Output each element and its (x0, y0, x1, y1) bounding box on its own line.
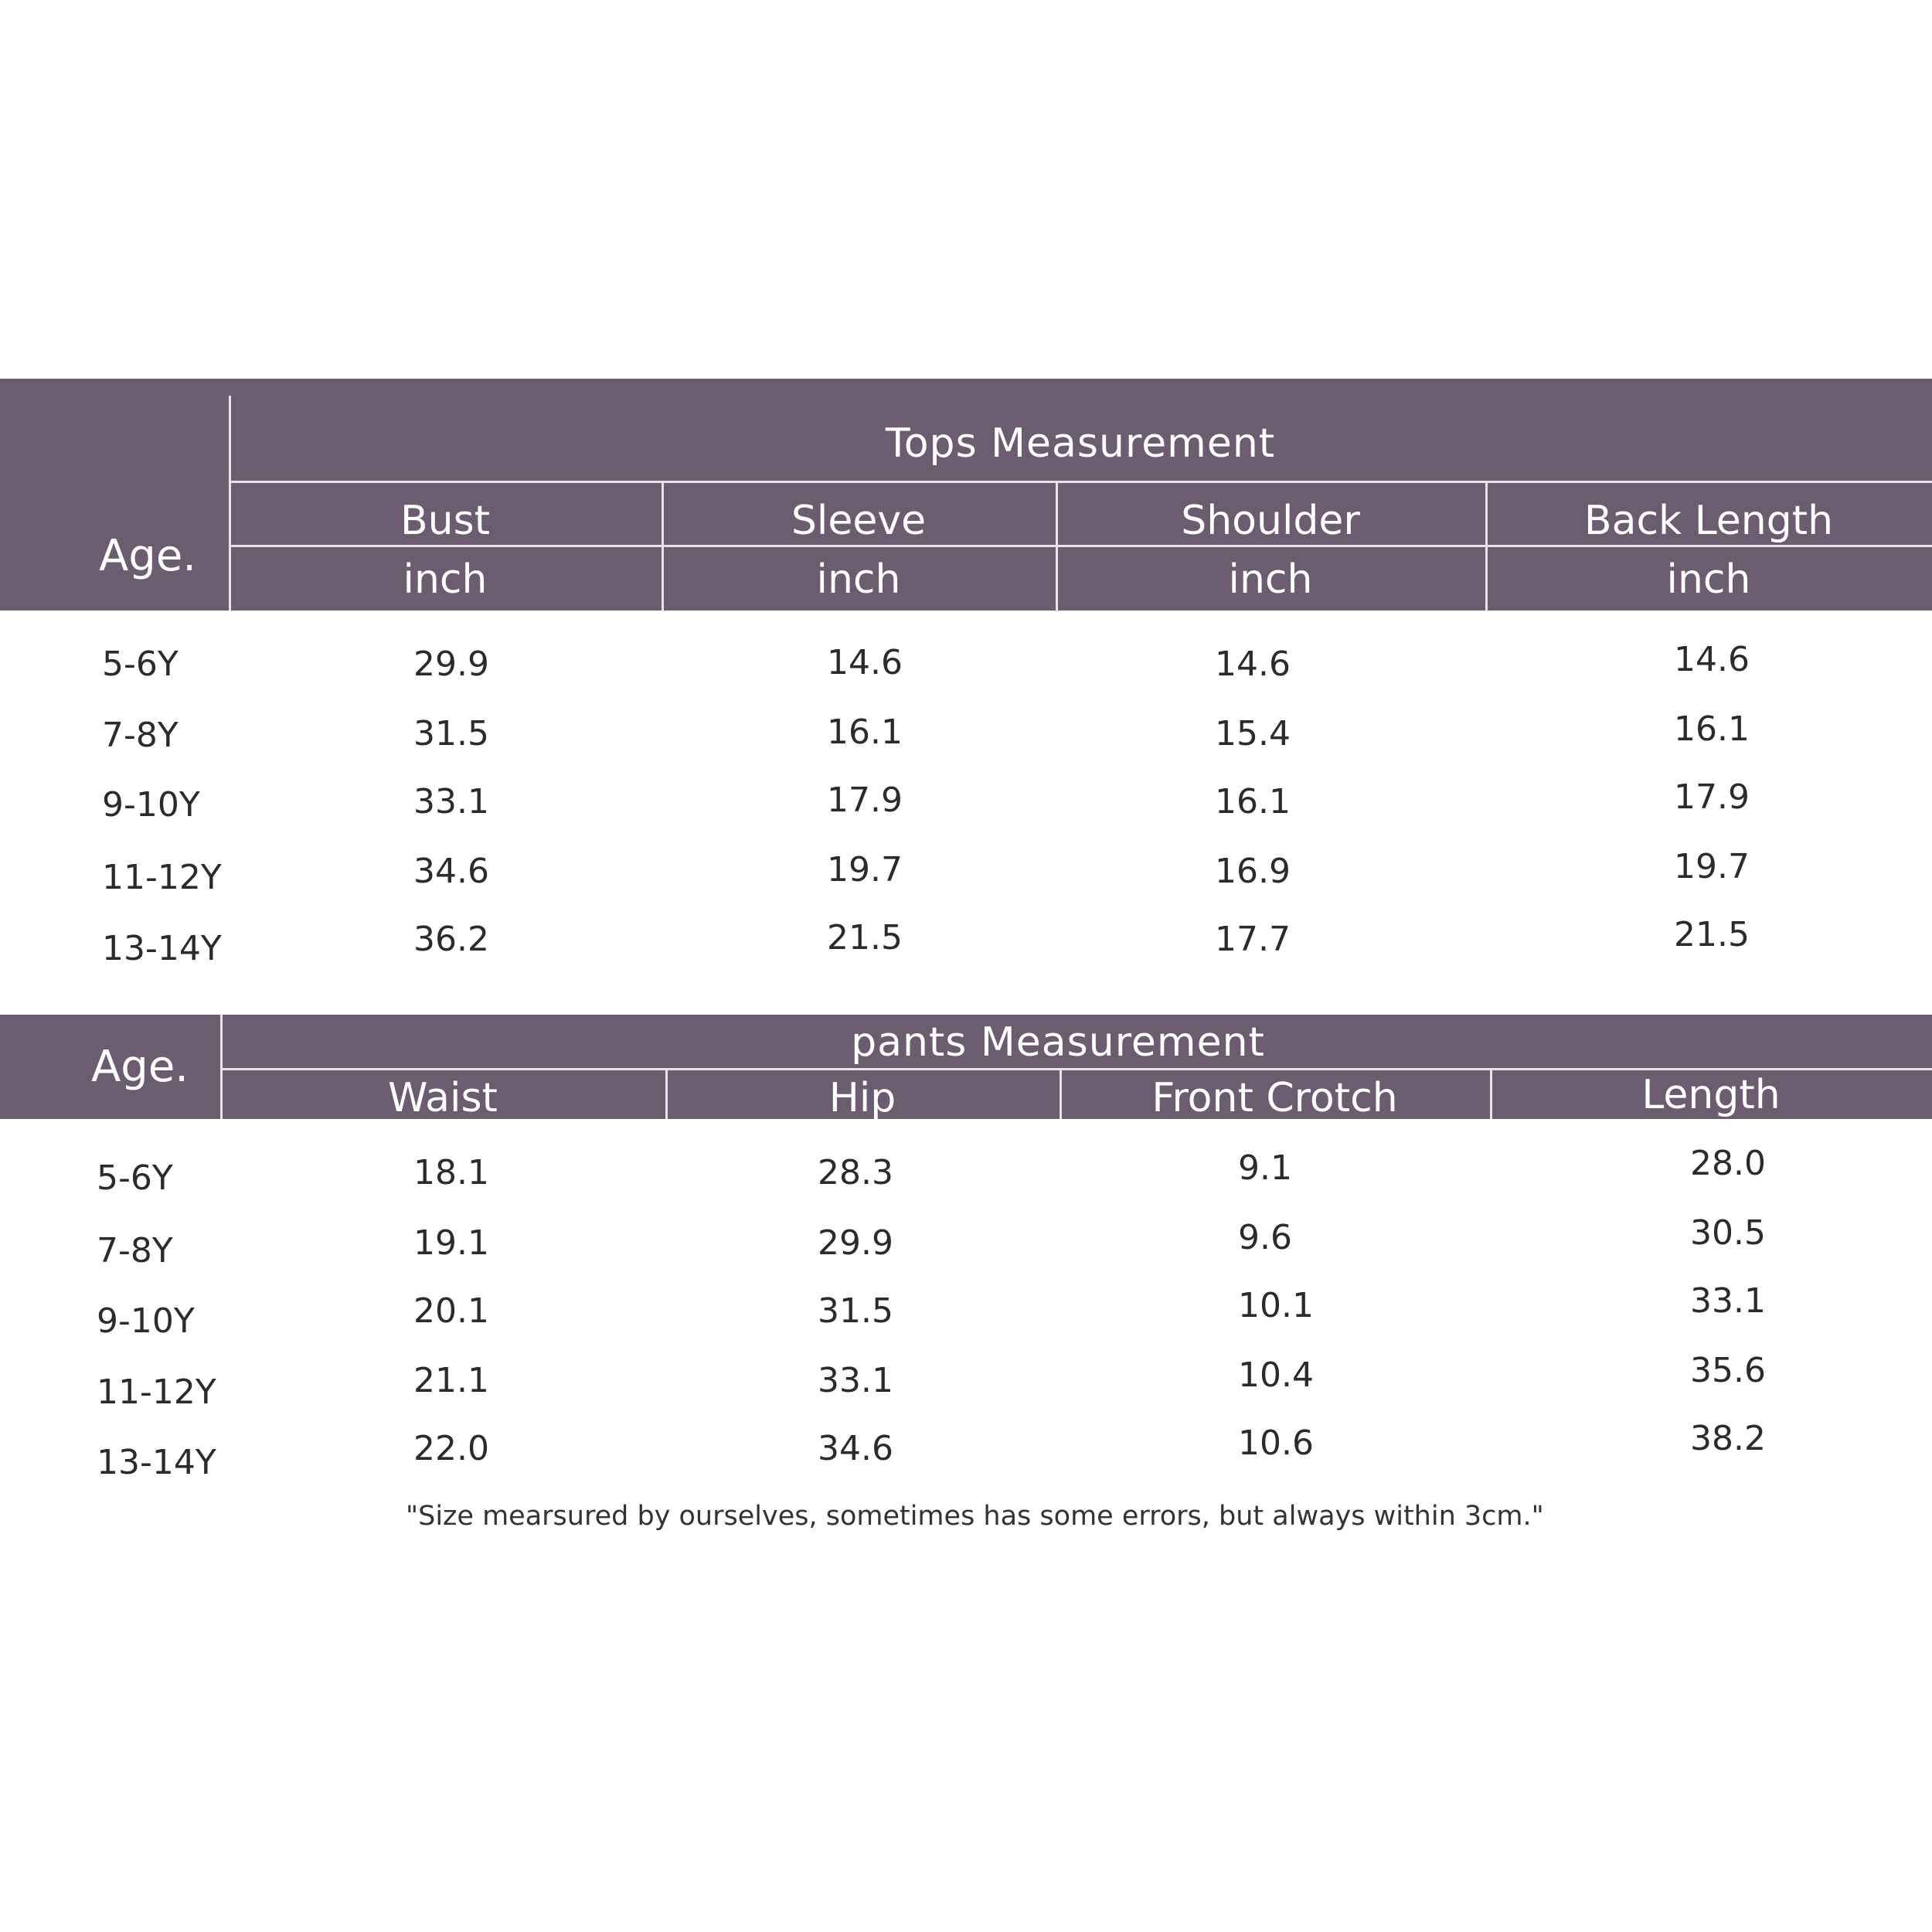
table-cell: 17.9 (1674, 777, 1750, 817)
table-cell: 16.1 (1215, 782, 1291, 821)
table-cell-age: 9-10Y (97, 1301, 195, 1341)
pants-col-hip: Hip (828, 1075, 896, 1121)
tops-col-shoulder: Shoulder (1181, 498, 1360, 544)
divider (229, 481, 1932, 483)
table-cell: 9.1 (1238, 1148, 1292, 1188)
table-cell: 22.0 (413, 1429, 489, 1468)
table-cell: 33.1 (818, 1361, 893, 1400)
pants-col-length: Length (1641, 1072, 1781, 1118)
table-cell: 10.4 (1238, 1355, 1314, 1395)
table-cell: 21.1 (413, 1361, 489, 1400)
tops-unit-back-length: inch (1666, 556, 1751, 603)
tops-header-band (0, 379, 1932, 611)
pants-col-waist: Waist (388, 1075, 498, 1121)
table-cell: 31.5 (818, 1291, 893, 1331)
pants-title: pants Measurement (851, 1019, 1265, 1066)
table-cell: 17.9 (827, 781, 903, 820)
table-cell: 14.6 (827, 643, 903, 682)
footnote: "Size mearsured by ourselves, sometimes has some errors, but always within 3cm." (406, 1501, 1544, 1532)
tops-title: Tops Measurement (885, 420, 1276, 467)
tops-age-header: Age. (99, 531, 197, 581)
table-cell: 16.1 (1674, 709, 1750, 749)
table-cell: 33.1 (1690, 1281, 1766, 1321)
pants-col-front-crotch: Front Crotch (1151, 1075, 1398, 1121)
table-cell: 9.6 (1238, 1218, 1292, 1257)
table-cell: 20.1 (413, 1291, 489, 1331)
table-cell: 14.6 (1215, 645, 1291, 684)
table-cell: 19.1 (413, 1223, 489, 1263)
table-cell: 21.5 (1674, 915, 1750, 954)
tops-unit-sleeve: inch (816, 556, 901, 603)
table-cell: 35.6 (1690, 1351, 1766, 1390)
table-cell-age: 7-8Y (97, 1231, 173, 1270)
pants-age-header: Age. (91, 1042, 189, 1092)
table-cell-age: 11-12Y (102, 858, 222, 897)
table-cell: 16.9 (1215, 852, 1291, 891)
tops-col-bust: Bust (400, 498, 491, 544)
table-cell: 33.1 (413, 782, 489, 821)
table-cell: 28.0 (1690, 1144, 1766, 1183)
table-cell: 21.5 (827, 918, 903, 957)
table-cell: 34.6 (818, 1429, 893, 1468)
table-cell-age: 5-6Y (97, 1158, 173, 1198)
table-cell-age: 7-8Y (102, 716, 179, 755)
table-cell-age: 9-10Y (102, 785, 200, 825)
table-cell: 34.6 (413, 852, 489, 891)
divider (229, 545, 1932, 547)
table-cell: 30.5 (1690, 1213, 1766, 1253)
table-cell-age: 11-12Y (97, 1372, 216, 1412)
table-cell-age: 13-14Y (102, 929, 222, 968)
table-cell: 14.6 (1674, 640, 1750, 679)
table-cell: 19.7 (1674, 847, 1750, 886)
tops-col-back-length: Back Length (1583, 498, 1834, 544)
table-cell: 15.4 (1215, 714, 1291, 753)
table-cell: 29.9 (413, 645, 489, 684)
table-cell: 31.5 (413, 714, 489, 753)
table-cell: 18.1 (413, 1153, 489, 1192)
table-cell: 19.7 (827, 850, 903, 889)
table-cell: 28.3 (818, 1153, 893, 1192)
table-cell: 10.6 (1238, 1423, 1314, 1463)
table-cell-age: 5-6Y (102, 645, 179, 684)
table-cell: 29.9 (818, 1223, 893, 1263)
table-cell: 36.2 (413, 920, 489, 959)
divider (220, 1068, 1932, 1070)
table-cell-age: 13-14Y (97, 1443, 216, 1482)
tops-unit-shoulder: inch (1228, 556, 1313, 603)
tops-unit-bust: inch (403, 556, 488, 603)
table-cell: 17.7 (1215, 920, 1291, 959)
tops-col-sleeve: Sleeve (791, 498, 927, 544)
table-cell: 10.1 (1238, 1286, 1314, 1325)
table-cell: 38.2 (1690, 1419, 1766, 1458)
table-cell: 16.1 (827, 713, 903, 752)
pants-header-band (0, 1015, 1932, 1119)
